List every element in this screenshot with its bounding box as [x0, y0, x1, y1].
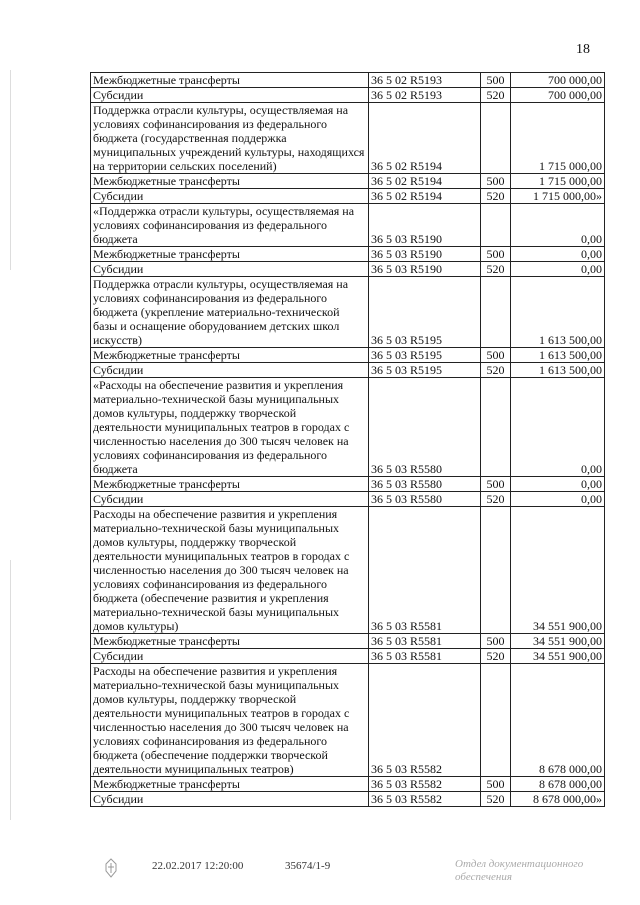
- row-name: Субсидии: [91, 649, 369, 664]
- row-code: 36 5 03 R5580: [369, 378, 481, 477]
- row-code: 36 5 03 R5581: [369, 634, 481, 649]
- row-expense-type: 520: [481, 792, 511, 807]
- row-amount: 0,00: [511, 492, 605, 507]
- row-amount: 1 715 000,00: [511, 174, 605, 189]
- row-expense-type: [481, 378, 511, 477]
- department-stamp: Отдел документационного обеспечения: [455, 858, 584, 883]
- table-row: [91, 73, 605, 88]
- row-code: 36 5 03 R5581: [369, 507, 481, 634]
- row-code: 36 5 03 R5582: [369, 792, 481, 807]
- row-name: Субсидии: [91, 792, 369, 807]
- row-code: 36 5 02 R5194: [369, 174, 481, 189]
- row-code: 36 5 03 R5195: [369, 348, 481, 363]
- row-name: Субсидии: [91, 492, 369, 507]
- table-row: [91, 363, 605, 378]
- row-code: 36 5 03 R5195: [369, 363, 481, 378]
- table-row: [91, 103, 605, 174]
- table-row: [91, 204, 605, 247]
- row-amount: 1 715 000,00»: [511, 189, 605, 204]
- row-code: 36 5 03 R5190: [369, 204, 481, 247]
- row-expense-type: 520: [481, 649, 511, 664]
- row-amount: 700 000,00: [511, 88, 605, 103]
- row-name: «Поддержка отрасли культуры, осуществляемая на условиях софинансирования из федерального бюджета: [91, 204, 369, 247]
- row-expense-type: 500: [481, 348, 511, 363]
- row-name: Субсидии: [91, 189, 369, 204]
- table-row: [91, 792, 605, 807]
- row-name: Межбюджетные трансферты: [91, 777, 369, 792]
- row-expense-type: 520: [481, 363, 511, 378]
- row-name: «Расходы на обеспечение развития и укрепления материально-технической базы муниципальных домов культуры, поддержку творческой деятельности муниципальных театров в городах с численностью населения до 300 тысяч человек на условиях софинансирования из федерального бюджета: [91, 378, 369, 477]
- row-expense-type: 500: [481, 73, 511, 88]
- row-code: 36 5 02 R5194: [369, 103, 481, 174]
- row-name: Субсидии: [91, 363, 369, 378]
- row-code: 36 5 03 R5190: [369, 247, 481, 262]
- row-expense-type: 520: [481, 492, 511, 507]
- margin-line-top: [10, 70, 11, 270]
- footer-doc-number: 35674/1-9: [285, 860, 331, 872]
- table-row: [91, 507, 605, 634]
- table-row: [91, 189, 605, 204]
- row-code: 36 5 03 R5582: [369, 664, 481, 777]
- row-name: Поддержка отрасли культуры, осуществляемая на условиях софинансирования из федерального бюджета (государственная поддержка муниципальных учреждений культуры, находящихся на территории сельских поселений): [91, 103, 369, 174]
- row-name: Межбюджетные трансферты: [91, 634, 369, 649]
- row-code: 36 5 03 R5582: [369, 777, 481, 792]
- table-row: [91, 277, 605, 348]
- row-name: Субсидии: [91, 262, 369, 277]
- row-amount: 0,00: [511, 262, 605, 277]
- table-row: [91, 348, 605, 363]
- table-row: [91, 262, 605, 277]
- row-amount: 700 000,00: [511, 73, 605, 88]
- table-row: [91, 492, 605, 507]
- row-name: Расходы на обеспечение развития и укрепления материально-технической базы муниципальных домов культуры, поддержку творческой деятельности муниципальных театров в городах с численностью населения до 300 тысяч человек на условиях софинансирования из федерального бюджета (обеспечение развития и укрепления материально-технической базы муниципальных домов культуры): [91, 507, 369, 634]
- margin-line-bottom: [10, 560, 11, 820]
- row-amount: 0,00: [511, 204, 605, 247]
- row-expense-type: 500: [481, 174, 511, 189]
- row-name: Поддержка отрасли культуры, осуществляемая на условиях софинансирования из федерального бюджета (укрепление материально-технической базы и оснащение оборудованием детских школ искусств): [91, 277, 369, 348]
- row-amount: 34 551 900,00: [511, 634, 605, 649]
- row-expense-type: 520: [481, 262, 511, 277]
- row-amount: 0,00: [511, 477, 605, 492]
- table-row: [91, 88, 605, 103]
- table-row: [91, 378, 605, 477]
- table-row: [91, 649, 605, 664]
- row-name: Межбюджетные трансферты: [91, 477, 369, 492]
- row-amount: 8 678 000,00»: [511, 792, 605, 807]
- emblem-icon: [104, 858, 118, 878]
- page-footer: [0, 858, 640, 898]
- row-expense-type: [481, 507, 511, 634]
- row-expense-type: [481, 277, 511, 348]
- table-row: [91, 664, 605, 777]
- row-expense-type: 520: [481, 88, 511, 103]
- row-expense-type: 500: [481, 247, 511, 262]
- row-code: 36 5 02 R5194: [369, 189, 481, 204]
- row-code: 36 5 03 R5580: [369, 477, 481, 492]
- row-name: Расходы на обеспечение развития и укрепления материально-технической базы муниципальных домов культуры, поддержку творческой деятельности муниципальных театров в городах с численностью населения до 300 тысяч человек на условиях софинансирования из федерального бюджета (обеспечение поддержки творческой деятельности муниципальных театров): [91, 664, 369, 777]
- table-row: [91, 777, 605, 792]
- footer-date: 22.02.2017 12:20:00: [152, 860, 244, 872]
- row-expense-type: 500: [481, 777, 511, 792]
- row-expense-type: 520: [481, 189, 511, 204]
- row-expense-type: [481, 204, 511, 247]
- row-amount: 1 715 000,00: [511, 103, 605, 174]
- table-row: [91, 477, 605, 492]
- row-expense-type: 500: [481, 634, 511, 649]
- row-expense-type: 500: [481, 477, 511, 492]
- row-amount: 1 613 500,00: [511, 363, 605, 378]
- row-amount: 0,00: [511, 247, 605, 262]
- row-expense-type: [481, 664, 511, 777]
- row-code: 36 5 03 R5581: [369, 649, 481, 664]
- budget-table: [90, 72, 605, 807]
- row-code: 36 5 02 R5193: [369, 88, 481, 103]
- table-row: [91, 174, 605, 189]
- row-code: 36 5 03 R5195: [369, 277, 481, 348]
- row-name: Межбюджетные трансферты: [91, 348, 369, 363]
- row-name: Субсидии: [91, 88, 369, 103]
- row-amount: 1 613 500,00: [511, 348, 605, 363]
- row-code: 36 5 03 R5580: [369, 492, 481, 507]
- row-code: 36 5 03 R5190: [369, 262, 481, 277]
- page-number: 18: [576, 42, 590, 57]
- row-amount: 0,00: [511, 378, 605, 477]
- row-amount: 34 551 900,00: [511, 507, 605, 634]
- row-expense-type: [481, 103, 511, 174]
- row-amount: 8 678 000,00: [511, 777, 605, 792]
- row-amount: 1 613 500,00: [511, 277, 605, 348]
- row-name: Межбюджетные трансферты: [91, 73, 369, 88]
- row-code: 36 5 02 R5193: [369, 73, 481, 88]
- table-row: [91, 634, 605, 649]
- row-name: Межбюджетные трансферты: [91, 174, 369, 189]
- row-name: Межбюджетные трансферты: [91, 247, 369, 262]
- row-amount: 8 678 000,00: [511, 664, 605, 777]
- row-amount: 34 551 900,00: [511, 649, 605, 664]
- table-row: [91, 247, 605, 262]
